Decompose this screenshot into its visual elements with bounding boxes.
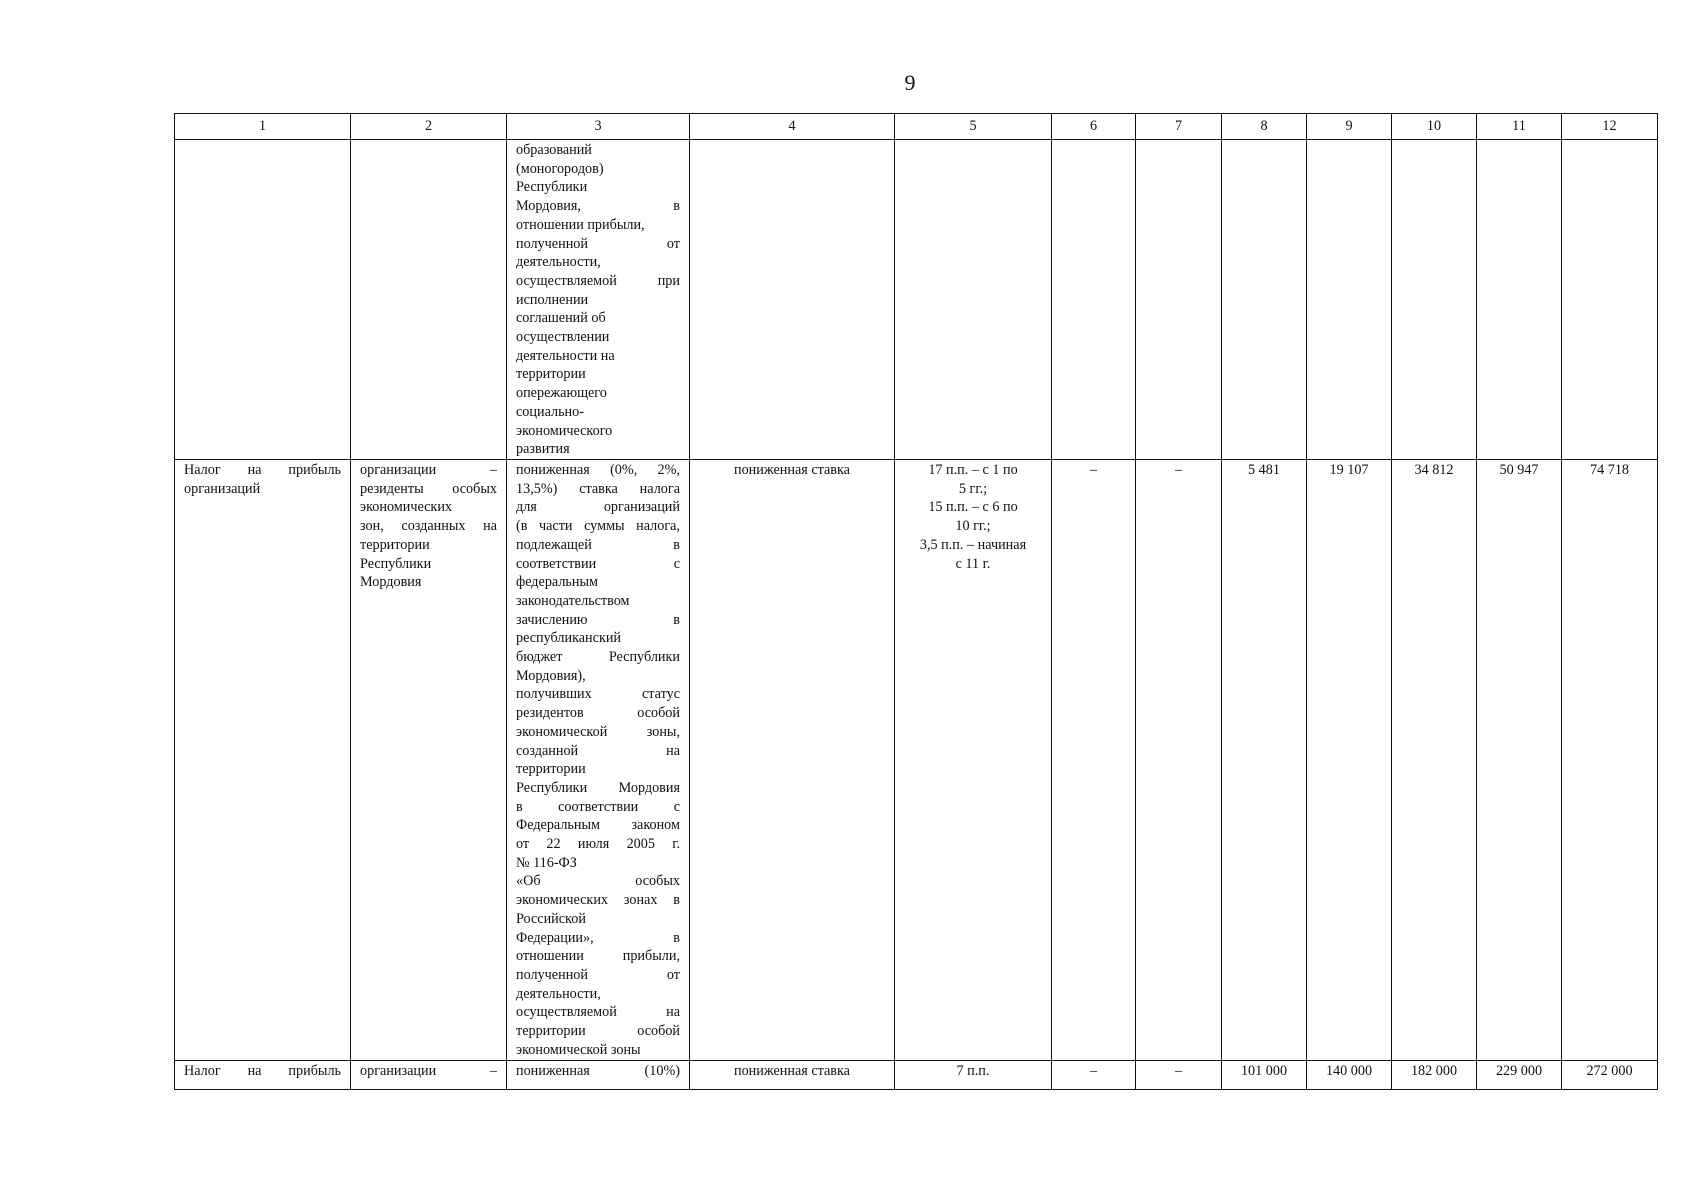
col-number: 1 — [175, 114, 351, 140]
benefit-type-cell — [690, 460, 895, 1061]
text-line: 13,5%) ставка налога — [516, 480, 680, 497]
text-line: территории — [360, 536, 430, 553]
text-line: 10 гг.; — [955, 518, 991, 535]
text-line: 17 п.п. – с 1 по — [928, 462, 1018, 478]
value-cell-10 — [1392, 140, 1477, 460]
text-line: подлежащей в — [516, 536, 680, 553]
col-number: 2 — [351, 114, 507, 140]
text-line: осуществляемой на — [516, 1004, 680, 1021]
value-cell-7 — [1136, 140, 1222, 460]
text-line: Налог на прибыль — [184, 462, 341, 478]
text-line: в соответствии с — [516, 798, 680, 815]
text-line: территории особой — [516, 1023, 680, 1040]
table-row — [175, 140, 1658, 460]
benefit-type-cell — [690, 140, 895, 460]
text-line: экономических — [360, 499, 453, 516]
text-line: 5 гг.; — [958, 480, 988, 497]
text-line: пониженная ставка — [734, 462, 850, 478]
text-line: Налог на прибыль — [184, 1062, 341, 1079]
col-number: 8 — [1222, 114, 1307, 140]
text-line: Федерации», в — [516, 929, 680, 946]
text-line: организации – — [360, 1062, 497, 1079]
text-line: Мордовия — [360, 574, 422, 591]
category-cell — [351, 140, 507, 460]
text-line: Федеральным законом — [516, 817, 680, 834]
text-line: «Об особых — [516, 873, 680, 890]
text-line: полученной от — [516, 966, 680, 983]
category-cell — [351, 1060, 507, 1089]
text-line: осуществлении — [516, 329, 610, 346]
text-line: для организаций — [516, 499, 680, 516]
text-line: резиденты особых — [360, 480, 497, 497]
tax-benefits-table — [174, 113, 1658, 1090]
text-line: с 11 г. — [955, 555, 991, 572]
value-cell-7: – — [1136, 1060, 1222, 1089]
text-line: зон, созданных на — [360, 518, 497, 535]
text-line: федеральным — [516, 574, 598, 591]
column-number-row — [175, 114, 1658, 140]
text-line: резидентов особой — [516, 705, 680, 722]
text-line: Мордовия, в — [516, 198, 680, 215]
text-line: республиканский — [516, 630, 622, 647]
col-number: 6 — [1052, 114, 1136, 140]
text-line: полученной от — [516, 235, 680, 252]
text-line: территории — [516, 366, 586, 383]
tax-name-cell — [175, 460, 351, 1061]
text-line: пониженная ставка — [734, 1062, 850, 1079]
text-line: 3,5 п.п. – начиная — [919, 536, 1027, 553]
tax-name-cell — [175, 140, 351, 460]
value-cell-11: 50 947 — [1477, 460, 1562, 1061]
text-line: отношении прибыли, — [516, 216, 645, 233]
rate-reduction-cell — [895, 1060, 1052, 1089]
text-line: Мордовия), — [516, 667, 586, 684]
text-line: исполнении — [516, 291, 589, 308]
value-cell-10: 182 000 — [1392, 1060, 1477, 1089]
benefit-description-cell — [507, 460, 690, 1061]
col-number: 11 — [1477, 114, 1562, 140]
text-line: Российской — [516, 910, 586, 927]
text-line: соответствии с — [516, 555, 680, 572]
text-line: получивших статус — [516, 686, 680, 703]
text-line: пониженная (10%) — [516, 1062, 680, 1079]
table-row — [175, 1060, 1658, 1089]
text-line: соглашений об — [516, 310, 606, 327]
col-number: 4 — [690, 114, 895, 140]
tax-name-cell — [175, 1060, 351, 1089]
text-line: Республики — [516, 179, 588, 196]
value-cell-12: 272 000 — [1562, 1060, 1658, 1089]
rate-reduction-cell — [895, 460, 1052, 1061]
text-line: развития — [516, 441, 570, 458]
value-cell-12 — [1562, 140, 1658, 460]
text-line: экономической зоны — [516, 1041, 641, 1058]
col-number: 9 — [1307, 114, 1392, 140]
text-line: Республики — [360, 555, 432, 572]
col-number: 10 — [1392, 114, 1477, 140]
category-cell — [351, 460, 507, 1061]
value-cell-8: 5 481 — [1222, 460, 1307, 1061]
value-cell-6 — [1052, 140, 1136, 460]
text-line: социально- — [516, 403, 584, 420]
benefit-type-cell — [690, 1060, 895, 1089]
rate-reduction-cell — [895, 140, 1052, 460]
value-cell-7: – — [1136, 460, 1222, 1061]
text-line: бюджет Республики — [516, 649, 680, 666]
text-line: Республики Мордовия — [516, 779, 680, 796]
text-line: деятельности, — [516, 985, 601, 1002]
value-cell-10: 34 812 — [1392, 460, 1477, 1061]
text-line: опережающего — [516, 385, 607, 402]
text-line: (моногородов) — [516, 160, 604, 177]
text-line: законодательством — [516, 592, 630, 609]
col-number: 12 — [1562, 114, 1658, 140]
text-line: созданной на — [516, 742, 680, 759]
text-line: отношении прибыли, — [516, 948, 680, 965]
value-cell-11: 229 000 — [1477, 1060, 1562, 1089]
text-line: осуществляемой при — [516, 272, 680, 289]
text-line: 7 п.п. — [956, 1062, 990, 1079]
text-line: экономического — [516, 422, 613, 439]
value-cell-9: 19 107 — [1307, 460, 1392, 1061]
text-line: экономической зоны, — [516, 723, 680, 740]
text-line: деятельности, — [516, 254, 601, 271]
benefit-description-cell — [507, 1060, 690, 1089]
value-cell-12: 74 718 — [1562, 460, 1658, 1061]
text-line: (в части суммы налога, — [516, 518, 680, 535]
col-number: 3 — [507, 114, 690, 140]
value-cell-6: – — [1052, 1060, 1136, 1089]
value-cell-9: 140 000 — [1307, 1060, 1392, 1089]
text-line: экономических зонах в — [516, 892, 680, 909]
col-number: 7 — [1136, 114, 1222, 140]
text-line: зачислению в — [516, 611, 680, 628]
text-line: образований — [516, 142, 592, 158]
text-line: 15 п.п. – с 6 по — [928, 499, 1018, 516]
value-cell-8: 101 000 — [1222, 1060, 1307, 1089]
text-line: территории — [516, 761, 586, 778]
value-cell-9 — [1307, 140, 1392, 460]
page-number: 9 — [904, 70, 916, 95]
text-line: организаций — [184, 480, 261, 497]
text-line: № 116-ФЗ — [516, 854, 577, 871]
value-cell-8 — [1222, 140, 1307, 460]
text-line: пониженная (0%, 2%, — [516, 462, 680, 478]
text-line: организации – — [360, 462, 497, 478]
text-line: деятельности на — [516, 347, 615, 364]
text-line: от 22 июля 2005 г. — [516, 836, 680, 853]
benefit-description-cell — [507, 140, 690, 460]
value-cell-11 — [1477, 140, 1562, 460]
col-number: 5 — [895, 114, 1052, 140]
table-row — [175, 460, 1658, 1061]
value-cell-6: – — [1052, 460, 1136, 1061]
